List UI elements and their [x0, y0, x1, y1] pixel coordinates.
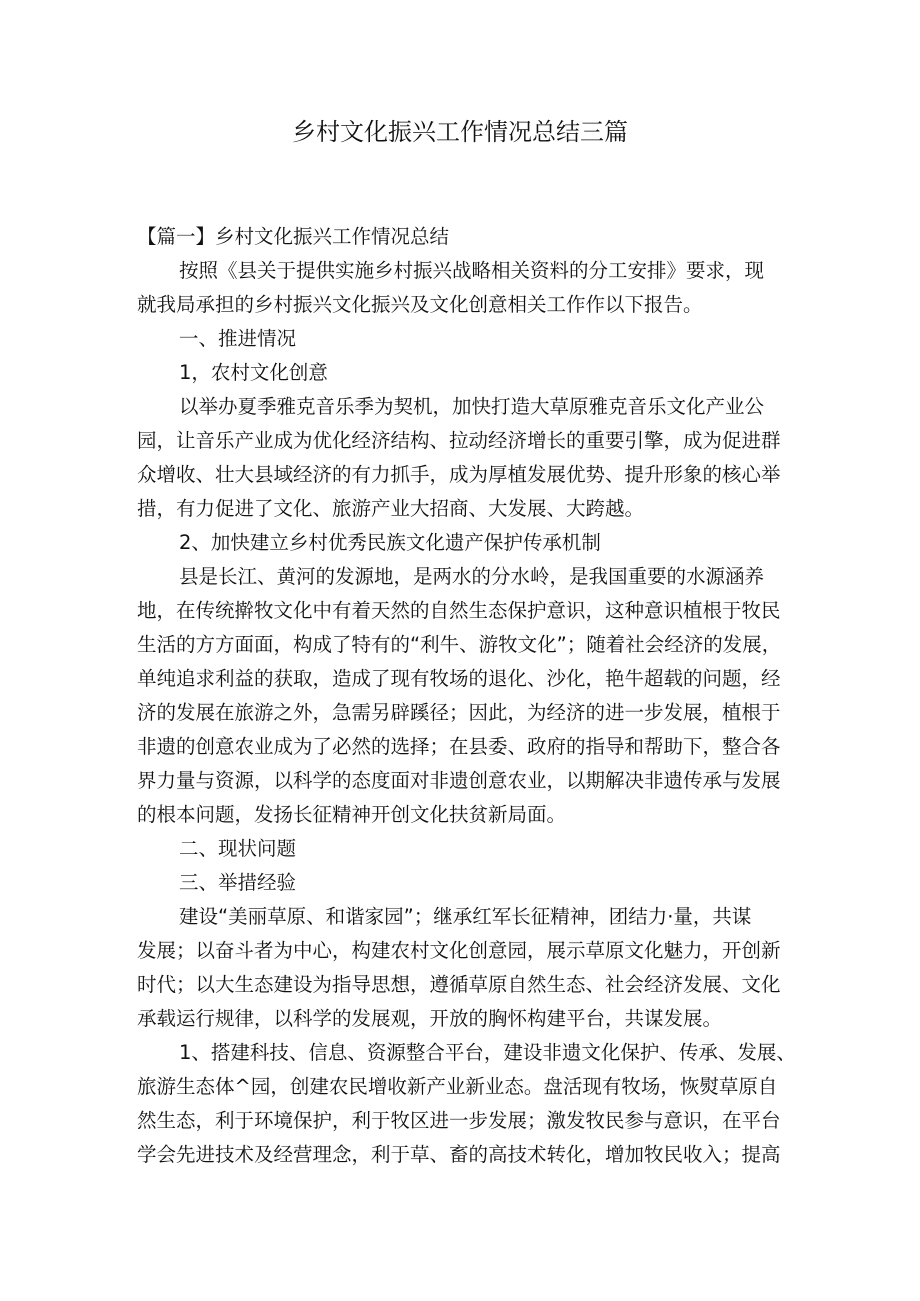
paragraph-line: 旅游生态体^园，创建农民增收新产业新业态。盘活现有牧场，恢熨草原自 — [137, 1075, 778, 1098]
paragraph-line: 就我局承担的乡村振兴文化振兴及文化创意相关工作作以下报告。 — [137, 293, 703, 316]
subheading: 三、举措经验 — [179, 871, 297, 894]
section-heading: 【篇一】乡村文化振兴工作情况总结 — [137, 225, 450, 248]
subheading: 二、现状问题 — [179, 837, 297, 860]
paragraph-line: 发展；以奋斗者为中心，构建农村文化创意园，展示草原文化魅力，开创新 — [137, 939, 781, 962]
paragraph-line: 承载运行规律，以科学的发展观，开放的胸怀构建平台，共谋发展。 — [137, 1007, 723, 1030]
paragraph-line: 措，有力促进了文化、旅游产业大招商、大发展、大跨越。 — [137, 497, 645, 520]
paragraph-line: 县是长江、黄河的发源地，是两水的分水岭，是我国重要的水源涵养 — [179, 565, 765, 588]
paragraph-line: 然生态，利于环境保护，利于牧区进一步发展；激发牧民参与意识，在平台 — [137, 1109, 781, 1132]
document-title: 乡村文化振兴工作情况总结三篇 — [292, 118, 628, 146]
paragraph-line: 非遗的创意农业成为了必然的选择；在县委、政府的指导和帮助下，整合各 — [137, 735, 781, 758]
paragraph-line: 界力量与资源，以科学的态度面对非遗创意农业，以期解决非遗传承与发展 — [137, 769, 781, 792]
subheading: 2、加快建立乡村优秀民族文化遗产保护传承机制 — [179, 531, 601, 554]
paragraph-line: 学会先进技术及经营理念，利于草、畜的高技术转化，增加牧民收入；提高 — [137, 1143, 781, 1166]
subheading: 一、推进情况 — [179, 327, 297, 350]
paragraph-line: 园，让音乐产业成为优化经济结构、拉动经济增长的重要引擎，成为促进群 — [137, 429, 781, 452]
paragraph-line: 单纯追求利益的获取，造成了现有牧场的退化、沙化，艳牛超载的问题，经 — [137, 667, 781, 690]
paragraph-line: 众增收、壮大县域经济的有力抓手，成为厚植发展优势、提升形象的核心举 — [137, 463, 781, 486]
paragraph-line: 地，在传统擀牧文化中有着天然的自然生态保护意识，这种意识植根于牧民 — [137, 599, 781, 622]
paragraph-line: 生活的方方面面，构成了特有的“利牛、游牧文化”；随着社会经济的发展， — [137, 633, 782, 656]
paragraph-line: 建设“美丽草原、和谐家园”；继承红军长征精神，团结力·量，共谋 — [179, 905, 752, 928]
paragraph-line: 按照《县关于提供实施乡村振兴战略相关资料的分工安排》要求，现 — [179, 259, 765, 282]
paragraph-line: 的根本问题，发扬长征精神开创文化扶贫新局面。 — [137, 803, 567, 826]
paragraph-line: 以举办夏季雅克音乐季为契机，加快打造大草原雅克音乐文化产业公 — [179, 395, 765, 418]
paragraph-line: 济的发展在旅游之外，急需另辟蹊径；因此，为经济的进一步发展，植根于 — [137, 701, 781, 724]
document-body — [137, 220, 796, 1172]
paragraph-line: 1、搭建科技、信息、资源整合平台，建设非遗文化保护、传承、发展、 — [179, 1041, 796, 1064]
paragraph-line: 时代；以大生态建设为指导思想，遵循草原自然生态、社会经济发展、文化 — [137, 973, 781, 996]
subheading: 1，农村文化创意 — [179, 361, 328, 384]
